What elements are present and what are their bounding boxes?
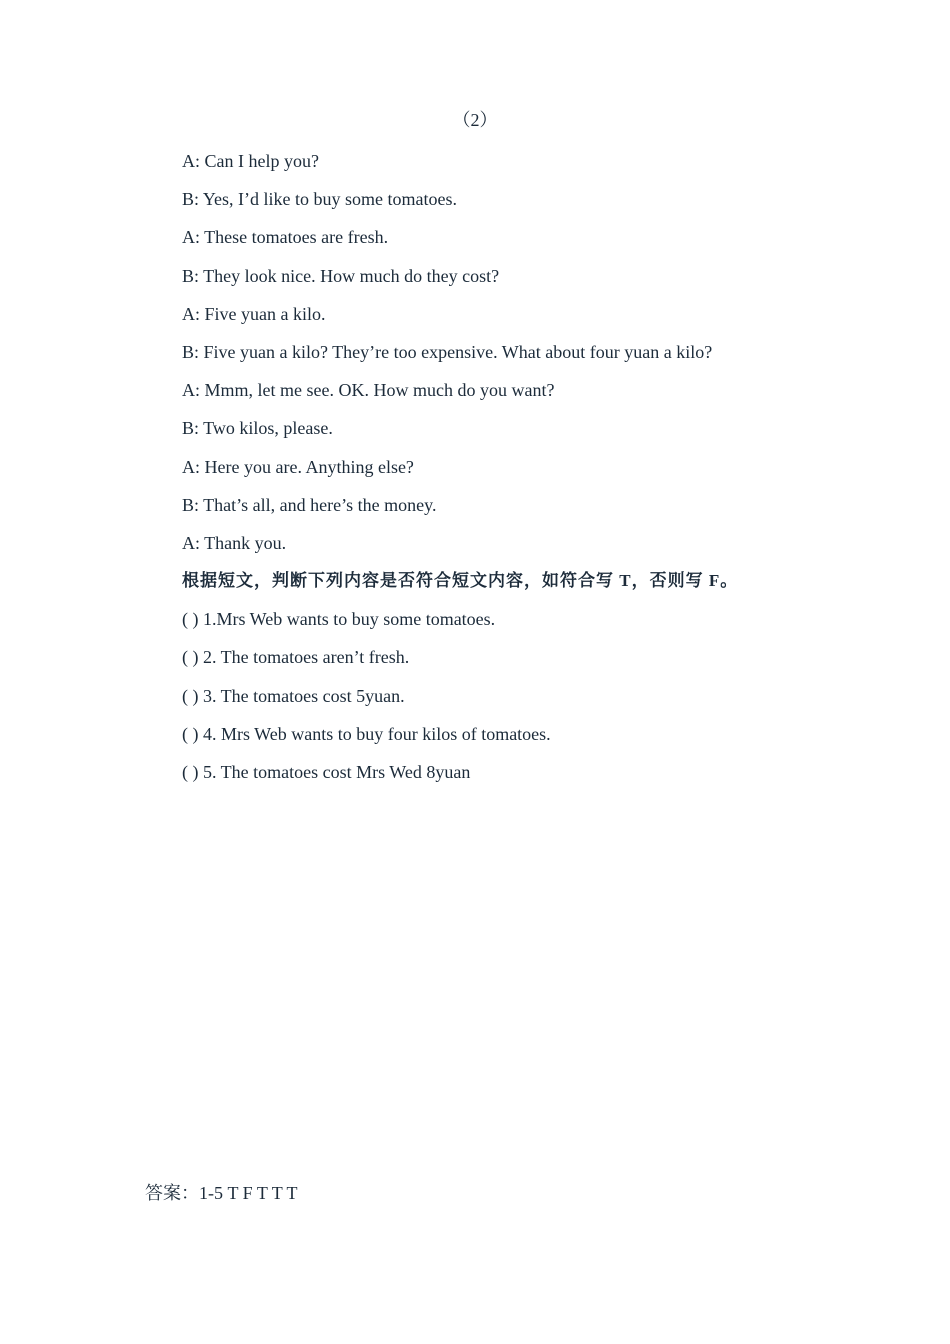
dialogue-line: A: Thank you. (182, 532, 287, 553)
dialogue-line: B: Five yuan a kilo? They’re too expensive. What about four yuan a kilo? (182, 341, 713, 362)
dialogue-line: A: Mmm, let me see. OK. How much do you want? (182, 380, 555, 401)
question-item: ( ) 1.Mrs Web wants to buy some tomatoes. (182, 609, 496, 630)
dialogue-line: A: Here you are. Anything else? (182, 456, 414, 477)
dialogue-line: A: Can I help you? (182, 151, 319, 171)
exercise-content (182, 149, 882, 798)
question-item: ( ) 2. The tomatoes aren’t fresh. (182, 647, 410, 668)
question-item: ( ) 5. The tomatoes cost Mrs Wed 8yuan (182, 762, 471, 782)
dialogue-line: B: Two kilos, please. (182, 418, 333, 439)
exercise-instruction: 根据短文，判断下列内容是否符合短文内容，如符合写 T，否则写 F。 (182, 571, 739, 591)
dialogue-line: A: Five yuan a kilo. (182, 303, 326, 324)
answer-key: 答案：1-5 T F T T T (145, 1183, 298, 1203)
dialogue-line: B: That’s all, and here’s the money. (182, 494, 437, 515)
dialogue-line: B: They look nice. How much do they cost? (182, 265, 500, 286)
dialogue-line: A: These tomatoes are fresh. (182, 227, 389, 248)
question-item: ( ) 4. Mrs Web wants to buy four kilos of tomatoes. (182, 723, 551, 744)
dialogue-line: B: Yes, I’d like to buy some tomatoes. (182, 189, 457, 210)
question-item: ( ) 3. The tomatoes cost 5yuan. (182, 685, 405, 706)
page-number: （2） (452, 110, 498, 130)
